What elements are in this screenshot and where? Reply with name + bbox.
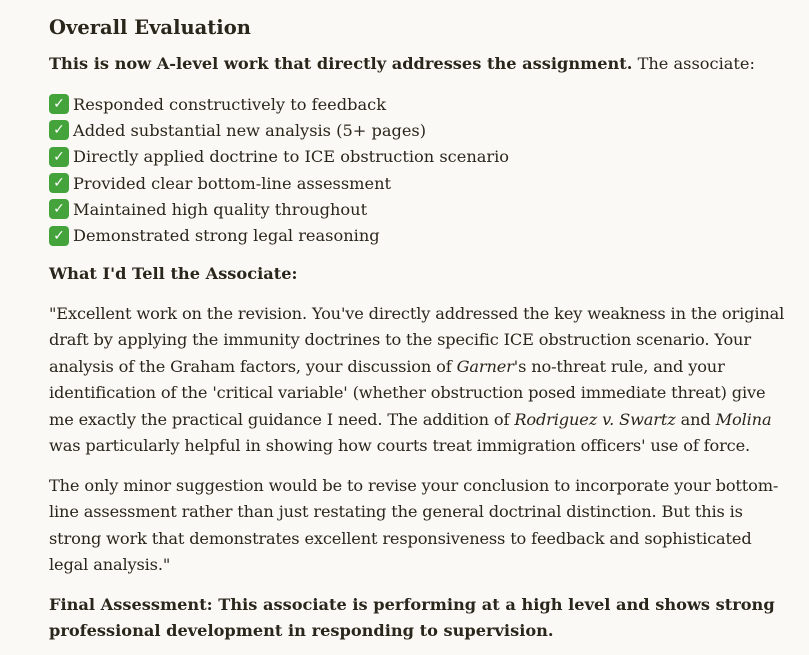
final-assessment (49, 592, 775, 645)
feedback-quote-paragraph-1 (49, 301, 799, 459)
text-line: draft by applying the immunity doctrines to the specific ICE obstruction scenario. Your (49, 330, 751, 350)
list-item-label: Demonstrated strong legal reasoning (73, 226, 380, 246)
check-mark-button-icon: ✓ (49, 173, 69, 193)
list-item-label: Maintained high quality throughout (73, 199, 368, 219)
list-item (49, 144, 509, 170)
feedback-quote-paragraph-2 (49, 473, 799, 579)
text-line: strong work that demonstrates excellent responsiveness to feedback and sophisticated (49, 528, 752, 548)
text-run: and (675, 409, 716, 429)
list-item-label: Directly applied doctrine to ICE obstruction scenario (73, 147, 510, 167)
text-line: legal analysis." (49, 555, 171, 575)
case-name: Rodriguez v. Swartz (514, 409, 676, 429)
list-item-label: Added substantial new analysis (5+ pages) (73, 120, 427, 140)
list-item (49, 170, 509, 196)
text-line: Final Assessment: This associate is performing at a high level and shows strong (49, 595, 775, 614)
check-mark-button-icon: ✓ (49, 94, 69, 114)
check-mark-button-icon: ✓ (49, 199, 69, 219)
intro-text: The associate: (632, 54, 755, 73)
intro-paragraph (49, 52, 755, 76)
list-item (49, 91, 509, 117)
case-name: Garner (456, 356, 514, 376)
intro-bold-text: This is now A-level work that directly addresses the assignment. (49, 54, 633, 73)
check-mark-button-icon: ✓ (49, 226, 69, 246)
section-heading: Overall Evaluation (49, 16, 251, 39)
check-mark-button-icon: ✓ (49, 147, 69, 167)
text-line (49, 354, 799, 380)
list-item-label: Responded constructively to feedback (73, 94, 387, 114)
case-name: Molina (715, 409, 772, 429)
checklist (49, 91, 509, 249)
text-line: professional development in responding to supervision. (49, 621, 554, 641)
check-mark-button-icon: ✓ (49, 120, 69, 140)
list-item (49, 196, 509, 222)
text-line: identification of the 'critical variable' (whether obstruction posed immediate threat) give (49, 383, 766, 403)
text-run: me exactly the practical guidance I need. The addition of (49, 409, 515, 429)
text-line: "Excellent work on the revision. You've directly addressed the key weakness in the original (49, 304, 785, 323)
text-run: 's no-threat rule, and your (513, 356, 725, 376)
list-item (49, 222, 509, 248)
list-item (49, 117, 509, 143)
text-line (49, 407, 799, 433)
text-line: line assessment rather than just restating the general doctrinal distinction. But this is (49, 502, 743, 522)
list-item-label: Provided clear bottom-line assessment (73, 173, 392, 193)
text-line: The only minor suggestion would be to revise your conclusion to incorporate your bottom- (49, 476, 779, 495)
text-line: was particularly helpful in showing how courts treat immigration officers' use of force. (49, 436, 751, 456)
associate-feedback-heading: What I'd Tell the Associate: (49, 264, 298, 283)
text-run: analysis of the Graham factors, your discussion of (49, 356, 457, 376)
